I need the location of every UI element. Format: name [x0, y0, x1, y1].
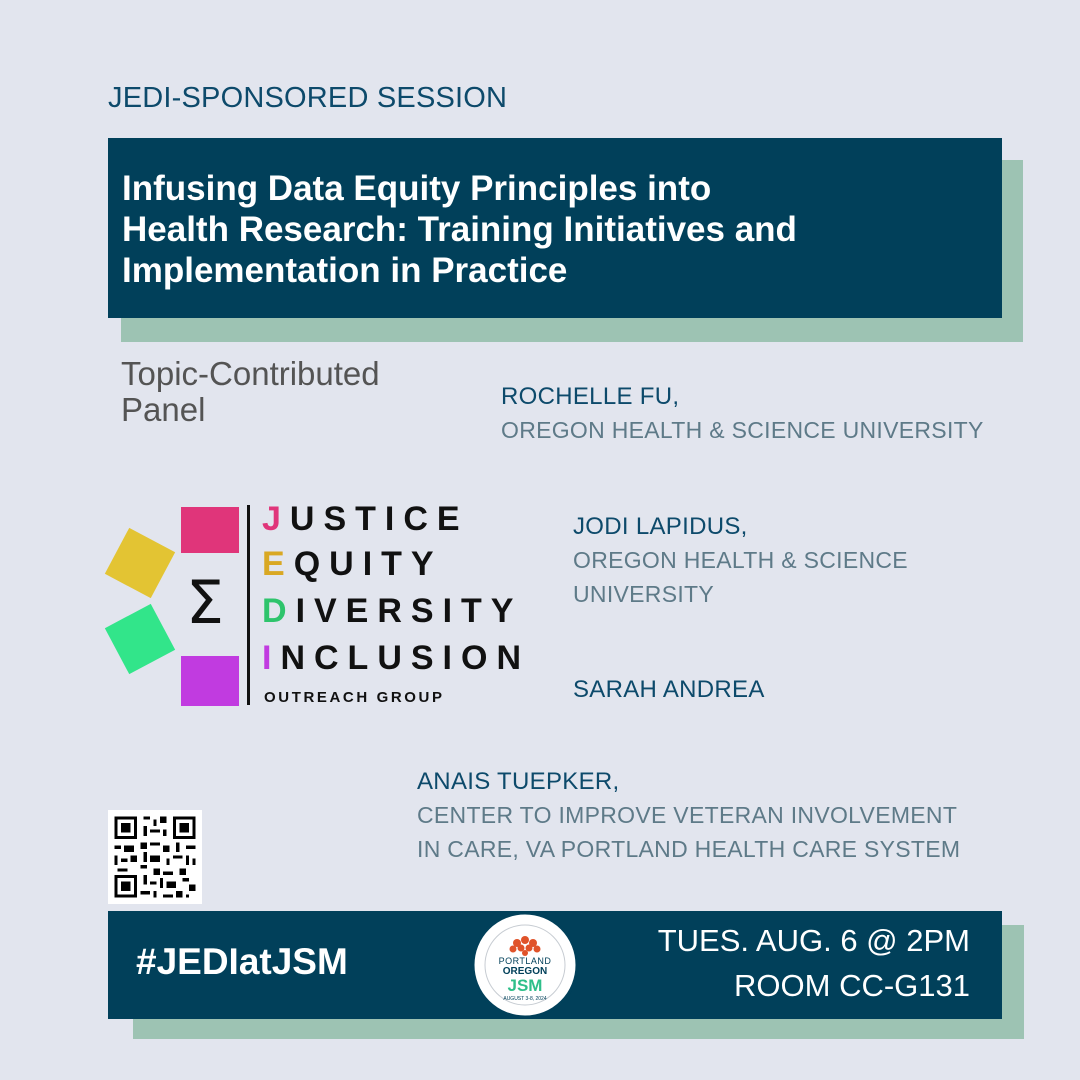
- logo-letter-d: D: [262, 592, 296, 630]
- speaker-rochelle-fu: [501, 383, 984, 447]
- sigma-icon: Σ: [186, 568, 224, 638]
- speaker-name: ANAIS TUEPKER,: [417, 768, 620, 795]
- session-date-time: TUES. AUG. 6 @ 2PM: [657, 923, 970, 958]
- speaker-affiliation: OREGON HEALTH & SCIENCE UNIVERSITY: [501, 417, 984, 443]
- speaker-sarah-andrea: [573, 676, 765, 704]
- speaker-name: JODI LAPIDUS,: [573, 513, 748, 540]
- logo-word-rest: IVERSITY: [295, 592, 523, 630]
- logo-square-purple: [181, 656, 239, 706]
- jsm-portland-seal: [470, 910, 580, 1020]
- logo-letter-i: I: [262, 639, 281, 677]
- logo-letter-e: E: [262, 545, 294, 583]
- seal-city: PORTLAND: [498, 956, 552, 966]
- speaker-name: ROCHELLE FU,: [501, 383, 680, 410]
- speaker-anais-tuepker: [417, 768, 960, 866]
- session-room: ROOM CC-G131: [734, 968, 970, 1003]
- title-line: Implementation in Practice: [122, 251, 568, 290]
- speaker-name: SARAH ANDREA: [573, 676, 765, 703]
- logo-square-green: [105, 604, 175, 674]
- hashtag: #JEDIatJSM: [136, 941, 348, 982]
- logo-word-rest: USTICE: [289, 500, 469, 538]
- logo-word-inclusion: [262, 639, 530, 678]
- logo-squares-icon: [100, 500, 250, 720]
- logo-word-justice: [262, 500, 469, 539]
- logo-letter-j: J: [262, 500, 290, 538]
- logo-word-rest: NCLUSION: [280, 639, 531, 677]
- panel-type: Topic-Contributed Panel: [121, 355, 380, 428]
- seal-brand: JSM: [507, 976, 543, 995]
- title-line: Infusing Data Equity Principles into: [122, 169, 712, 208]
- logo-square-yellow: [105, 528, 175, 598]
- jedi-outreach-logo: [100, 500, 560, 720]
- logo-word-rest: QUITY: [293, 545, 443, 583]
- speaker-affiliation: IN CARE, VA PORTLAND HEALTH CARE SYSTEM: [417, 836, 961, 862]
- title-box: [108, 138, 1002, 318]
- title-line: Health Research: Training Initiatives and: [122, 210, 797, 249]
- speaker-jodi-lapidus: [573, 513, 908, 611]
- speaker-affiliation: OREGON HEALTH & SCIENCE: [573, 547, 908, 573]
- logo-subtitle: OUTREACH GROUP: [264, 689, 445, 706]
- seal-state: OREGON: [502, 966, 548, 977]
- logo-square-pink: [181, 507, 239, 553]
- speaker-affiliation: UNIVERSITY: [573, 581, 715, 607]
- logo-word-diversity: [262, 592, 523, 631]
- logo-divider: [247, 505, 250, 705]
- logo-word-equity: [262, 545, 443, 584]
- speaker-affiliation: CENTER TO IMPROVE VETERAN INVOLVEMENT: [417, 802, 958, 828]
- session-title: [122, 168, 986, 291]
- qr-code-icon[interactable]: [108, 810, 202, 904]
- session-kicker: JEDI-SPONSORED SESSION: [108, 82, 508, 114]
- seal-dates: AUGUST 3-8, 2024: [503, 996, 547, 1002]
